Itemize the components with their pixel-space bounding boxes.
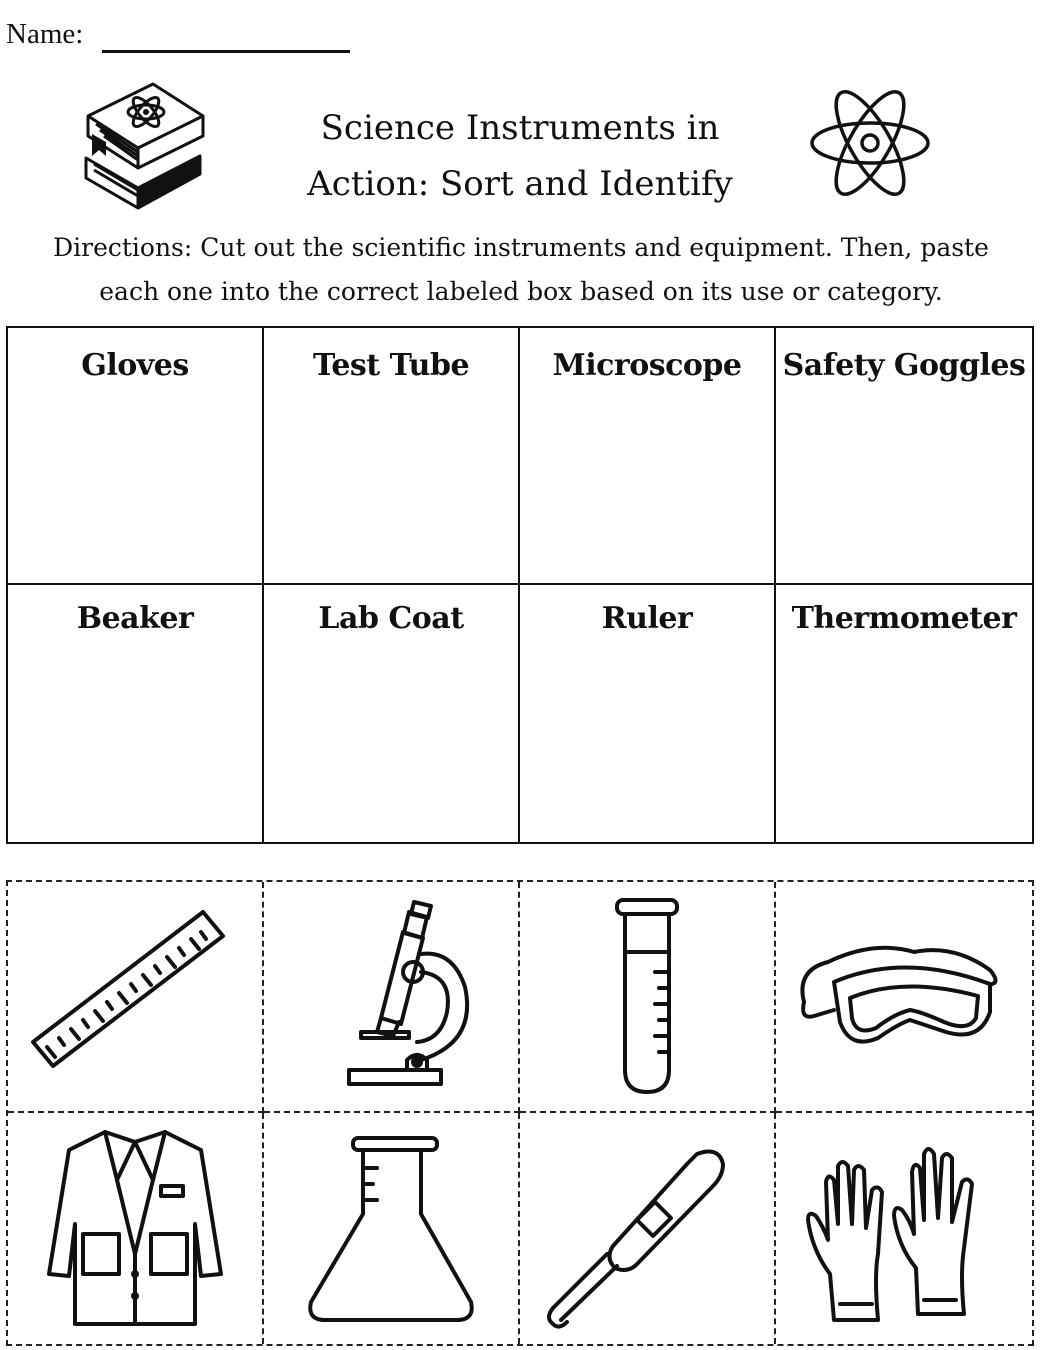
sort-box-safety-goggles[interactable] bbox=[776, 328, 1032, 585]
ruler-icon bbox=[25, 892, 245, 1102]
cutout-card[interactable] bbox=[520, 882, 776, 1113]
worksheet-title bbox=[270, 100, 770, 212]
safety-goggles-icon bbox=[794, 892, 1014, 1102]
sort-box-label: Lab Coat bbox=[318, 601, 464, 636]
sort-box-label: Test Tube bbox=[312, 348, 470, 383]
thermometer-icon bbox=[537, 1124, 757, 1334]
title-line-1: Science Instruments in bbox=[320, 108, 720, 148]
sort-box-test-tube[interactable] bbox=[264, 328, 520, 585]
sort-box-label: Beaker bbox=[76, 601, 194, 636]
cutout-card[interactable] bbox=[520, 1113, 776, 1344]
sort-box-microscope[interactable] bbox=[520, 328, 776, 585]
sort-box-label: Gloves bbox=[81, 348, 189, 383]
sort-box-lab-coat[interactable] bbox=[264, 585, 520, 842]
sort-box-label: Thermometer bbox=[791, 601, 1017, 636]
cutout-card[interactable] bbox=[8, 882, 264, 1113]
sort-box-label: Microscope bbox=[552, 348, 742, 383]
cutout-card[interactable] bbox=[776, 1113, 1032, 1344]
cutout-card[interactable] bbox=[8, 1113, 264, 1344]
sort-box-beaker[interactable] bbox=[8, 585, 264, 842]
name-blank-line[interactable] bbox=[102, 50, 350, 53]
gloves-icon bbox=[794, 1124, 1014, 1334]
directions-line-1: Directions: Cut out the scientific instruments and equipment. Then, paste bbox=[53, 233, 989, 262]
cutout-card[interactable] bbox=[264, 1113, 520, 1344]
sort-box-label: Ruler bbox=[601, 601, 693, 636]
books-icon bbox=[78, 76, 208, 218]
directions bbox=[0, 226, 1042, 314]
atom-icon bbox=[808, 76, 932, 210]
test-tube-icon bbox=[537, 892, 757, 1102]
cutout-grid bbox=[6, 880, 1034, 1346]
beaker-icon bbox=[281, 1124, 501, 1334]
sort-box-thermometer[interactable] bbox=[776, 585, 1032, 842]
directions-line-2: each one into the correct labeled box based on its use or category. bbox=[99, 277, 943, 306]
lab-coat-icon bbox=[25, 1124, 245, 1334]
sort-box-ruler[interactable] bbox=[520, 585, 776, 842]
cutout-card[interactable] bbox=[776, 882, 1032, 1113]
cutout-card[interactable] bbox=[264, 882, 520, 1113]
sorting-table bbox=[6, 326, 1034, 844]
title-line-2: Action: Sort and Identify bbox=[307, 164, 733, 204]
sort-box-label: Safety Goggles bbox=[782, 348, 1026, 383]
name-label: Name: bbox=[6, 18, 84, 50]
sort-box-gloves[interactable] bbox=[8, 328, 264, 585]
microscope-icon bbox=[281, 892, 501, 1102]
